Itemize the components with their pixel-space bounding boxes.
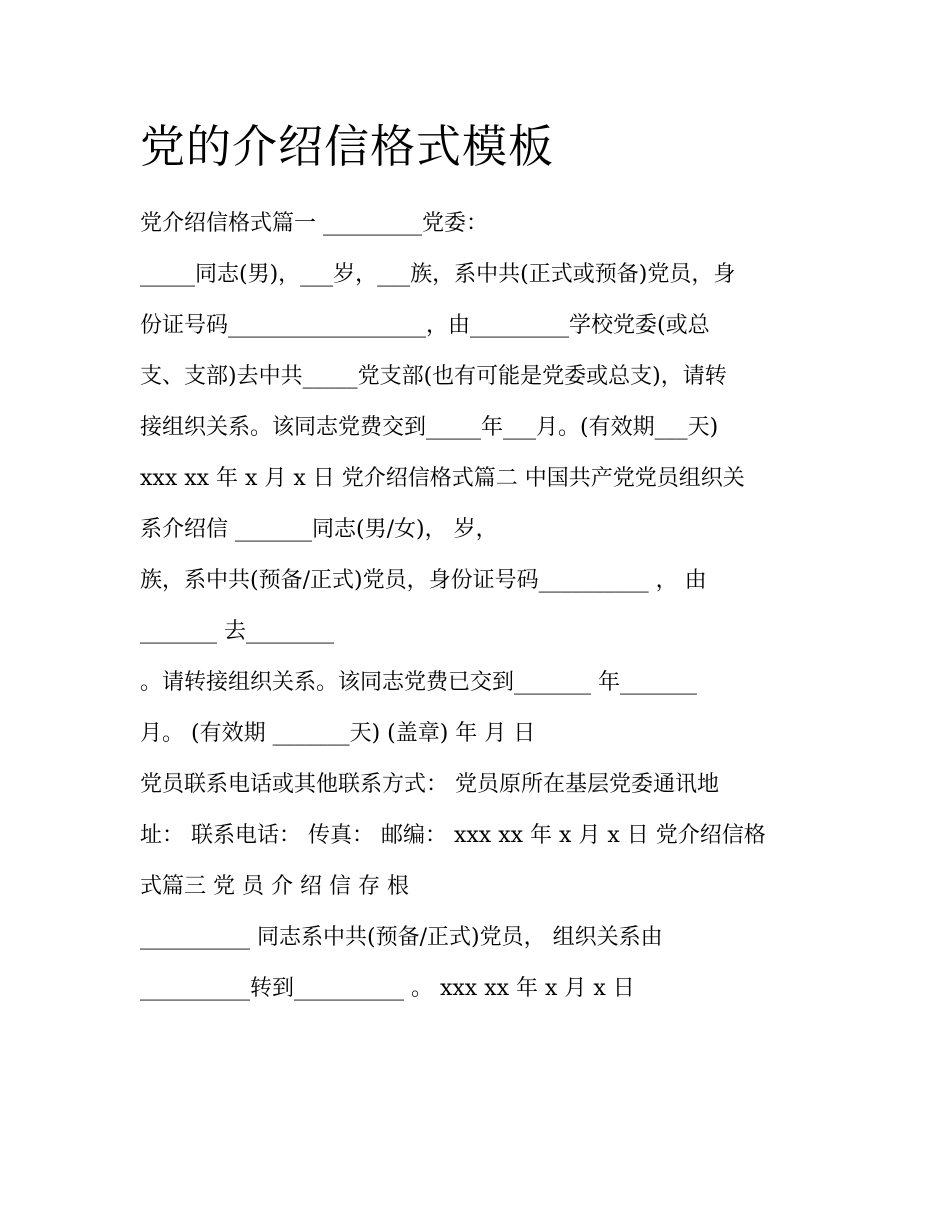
text-line: 式篇三 党 员 介 绍 信 存 根	[140, 874, 409, 899]
document-body	[140, 198, 830, 1014]
text-line: 份证号码__________________，由_________学校党委(或总	[140, 313, 710, 338]
text-line: xxx xx 年 x 月 x 日 党介绍信格式篇二 中国共产党党员组织关	[140, 466, 745, 491]
text-line: 族，系中共(预备/正式)党员，身份证号码__________ ， 由	[140, 568, 707, 593]
text-line: 接组织关系。该同志党费交到_____年___月。(有效期___天)	[140, 415, 719, 440]
text-line: 党介绍信格式篇一 _________党委：	[140, 211, 488, 236]
text-line: _____同志(男)，___岁，___族，系中共(正式或预备)党员，身	[140, 262, 736, 287]
text-line: 月。 (有效期 _______天) (盖章) 年 月 日	[140, 721, 536, 746]
text-line: 支、支部)去中共_____党支部(也有可能是党委或总支)，请转	[140, 364, 727, 389]
text-line: 。请转接组织关系。该同志党费已交到_______ 年_______	[140, 670, 697, 695]
text-line: __________ 同志系中共(预备/正式)党员， 组织关系由	[140, 925, 663, 950]
text-line: __________转到__________ 。 xxx xx 年 x 月 x 日	[140, 976, 635, 1001]
text-line: 址： 联系电话： 传真： 邮编： xxx xx 年 x 月 x 日 党介绍信格	[140, 823, 766, 848]
text-line: 系介绍信 _______同志(男/女)， 岁，	[140, 517, 498, 542]
text-line: _______ 去________	[140, 619, 334, 644]
text-line: 党员联系电话或其他联系方式： 党员原所在基层党委通讯地	[140, 772, 719, 797]
document-title: 党的介绍信格式模板	[140, 120, 555, 173]
